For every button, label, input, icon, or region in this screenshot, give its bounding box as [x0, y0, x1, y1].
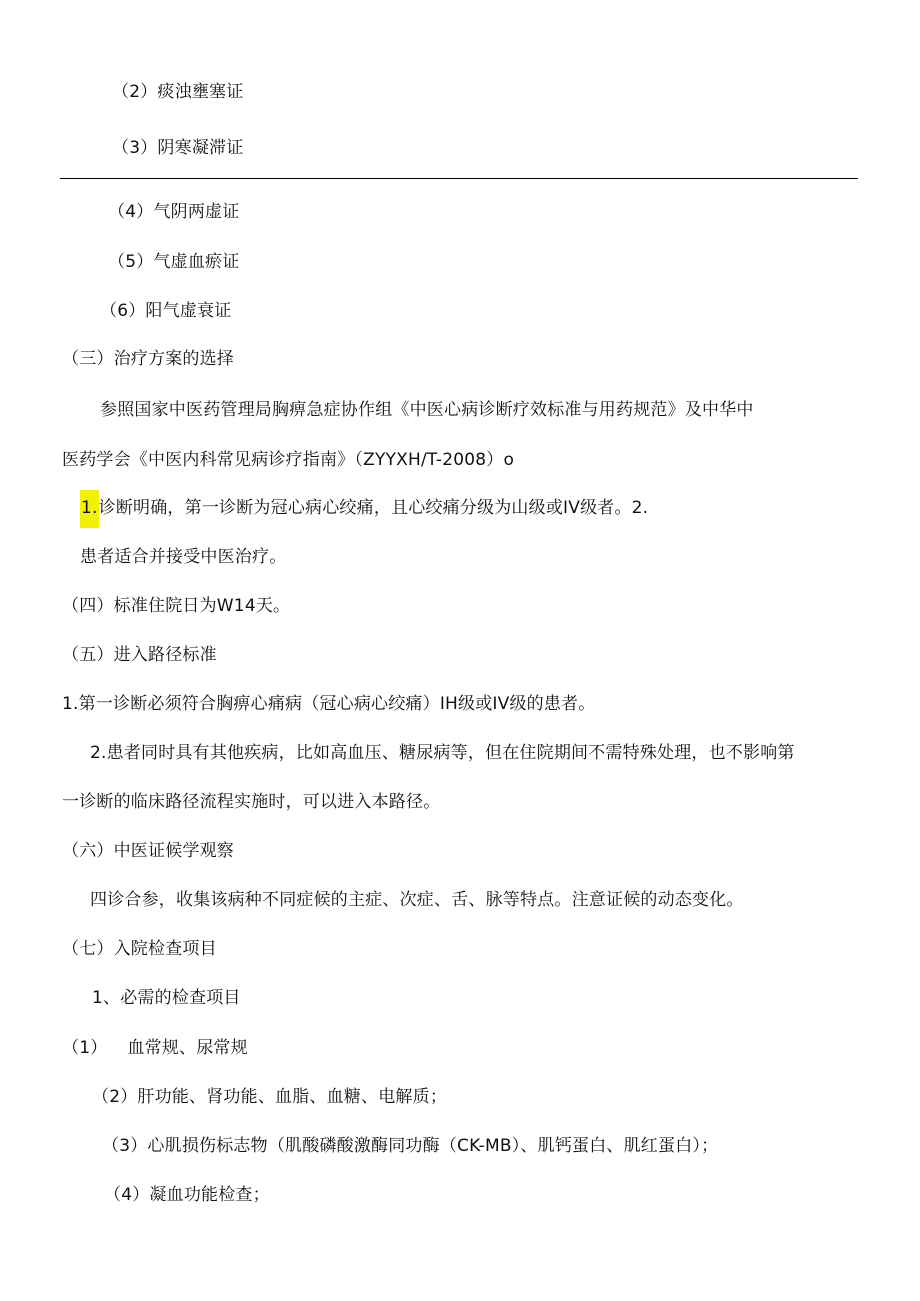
- syndrome-item-4: （4）气阴两虚证: [108, 202, 240, 222]
- section-heading-entry-criteria: （五）进入路径标准: [62, 645, 217, 665]
- syndrome-item-5: （5）气虚血瘀证: [108, 252, 240, 272]
- syndrome-item-6: （6）阳气虚衰证: [100, 301, 232, 321]
- syndrome-item-3: （3）阴寒凝滞证: [112, 138, 244, 158]
- criteria-item-1: [80, 496, 648, 520]
- test-item-1: [62, 1036, 248, 1060]
- test-item-2: （2）肝功能、肾功能、血脂、血糖、电解质；: [92, 1087, 448, 1107]
- paragraph-observation: 四诊合参，收集该病种不同症候的主症、次症、舌、脉等特点。注意证候的动态变化。: [90, 890, 744, 910]
- highlight-mark: 1.: [80, 490, 99, 528]
- test-item-1-text: 血常规、尿常规: [127, 1038, 248, 1058]
- test-item-3: （3）心肌损伤标志物（肌酸磷酸激酶同功酶（CK-MB）、肌钙蛋白、肌红蛋白）；: [102, 1136, 719, 1156]
- paragraph-reference-continued: 医药学会《中医内科常见病诊疗指南》（ZYYXH/T-2008）o: [62, 450, 515, 470]
- entry-criteria-item-2: 2.患者同时具有其他疾病，比如高血压、糖尿病等，但在住院期间不需特殊处理，也不影响第: [90, 743, 795, 763]
- criteria-item-1-text: 诊断明确，第一诊断为冠心病心绞痛，且心绞痛分级为山级或IV级者。2.: [98, 498, 649, 518]
- paragraph-reference: 参照国家中医药管理局胸痹急症协作组《中医心病诊断疗效标准与用药规范》及中华中: [100, 400, 754, 420]
- criteria-item-2: 患者适合并接受中医治疗。: [80, 547, 287, 567]
- section-heading-tcm-observation: （六）中医证候学观察: [62, 841, 234, 861]
- subheading-required-tests: 1、必需的检查项目: [92, 988, 241, 1008]
- section-heading-hospital-stay: （四）标准住院日为W14天。: [62, 596, 291, 616]
- test-item-4: （4）凝血功能检查；: [104, 1185, 270, 1205]
- section-heading-treatment-plan: （三）治疗方案的选择: [62, 349, 234, 369]
- entry-criteria-item-2-continued: 一诊断的临床路径流程实施时，可以进入本路径。: [62, 792, 441, 812]
- syndrome-item-2: （2）痰浊壅塞证: [112, 82, 244, 102]
- test-item-1-number: （1）: [62, 1038, 108, 1058]
- entry-criteria-item-1: 1.第一诊断必须符合胸痹心痛病（冠心病心绞痛）IH级或IV级的患者。: [62, 694, 596, 714]
- section-heading-admission-tests: （七）入院检查项目: [62, 939, 217, 959]
- horizontal-divider: [60, 178, 858, 179]
